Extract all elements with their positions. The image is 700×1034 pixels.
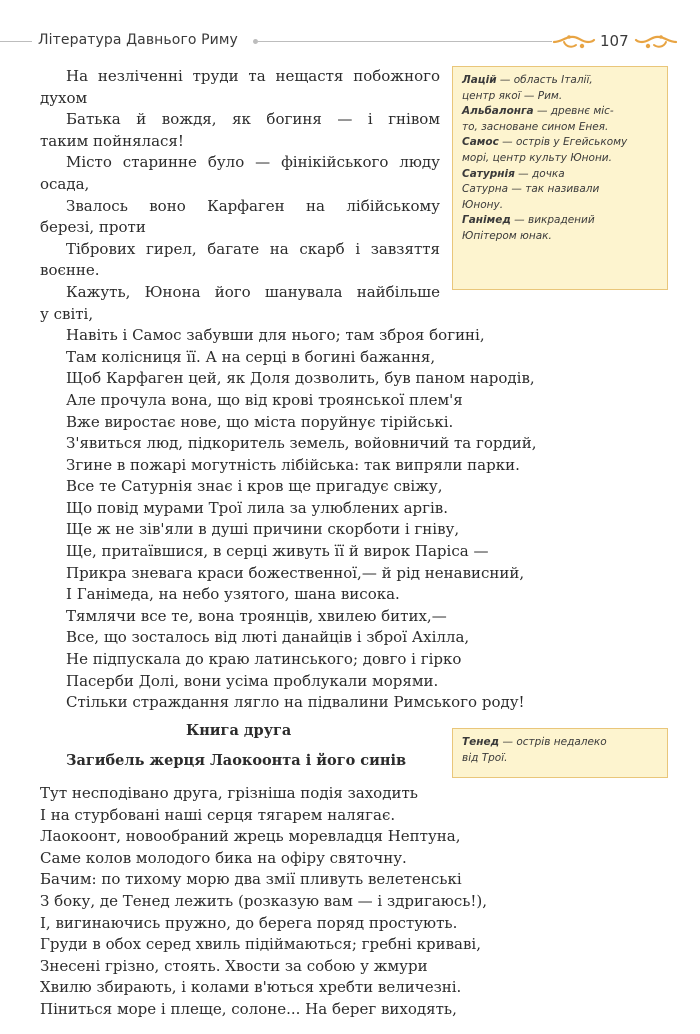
glossary-term: Тенед — [462, 736, 500, 748]
verse-line: На незліченні труди та нещастя побожного — [66, 67, 440, 85]
glossary-definition: — викрадений — [510, 214, 595, 227]
verse-line: у світі, — [40, 304, 94, 323]
glossary-entry-line — [462, 167, 658, 183]
verse-line: Лаокоонт, новообраний жрець моревладця Нептуна, — [40, 827, 461, 846]
verse-line: Все те Сатурнія знає і кров ще пригадує свіжу, — [66, 477, 443, 496]
verse-line: Звалось воно Карфаген на лібійському — [66, 196, 440, 215]
glossary-box-tenedos — [452, 728, 668, 778]
verse-line: Тямлячи все те, вона троянців, хвилею битих,— — [66, 606, 447, 625]
verse-line: Бачим: по тихому морю два змії пливуть велетенські — [40, 870, 462, 889]
glossary-term: Лацій — [462, 74, 497, 86]
ornament-left-icon — [552, 33, 596, 51]
glossary-definition: центр якої — Рим. — [462, 89, 563, 102]
verse-line: Знесені грізно, стоять. Хвости за собою у жмури — [40, 956, 428, 975]
verse-line: Згине в пожарі могутність лібійська: так випряли парки. — [66, 455, 520, 474]
verse-line: Але прочула вона, що від крові троянської плем'я — [66, 390, 463, 409]
verse-line: Там колісниця її. А на серці в богині бажання, — [66, 347, 436, 366]
verse-line: Хвилю збирають, і колами в'ються хребти величезні. — [40, 978, 462, 997]
glossary-entry-line — [462, 135, 658, 151]
glossary-entry-line — [462, 120, 658, 136]
verse-line: Не підпускала до краю латинського; довго і гірко — [66, 650, 462, 669]
verse-line: Тібрових гирел, багате на скарб і завзяття — [66, 239, 440, 258]
verse-line: Вже виростає нове, що міста поруйнує тірійські. — [66, 412, 454, 431]
verse-line: Тут несподівано друга, грізніша подія заходить — [40, 784, 418, 802]
verse-line: Кажуть, Юнона його шанувала найбільше — [66, 282, 440, 301]
glossary-definition: Юнону. — [462, 198, 504, 211]
verse-line: Місто старинне було — фінікійського люду — [66, 153, 440, 172]
glossary-term: Ганімед — [462, 214, 511, 227]
header-rule-left — [0, 41, 32, 42]
glossary-definition: — древнє міс- — [533, 105, 614, 118]
glossary-entry-line — [462, 735, 658, 751]
verse-line: З'явиться люд, підкоритель земель, войовничий та гордий, — [66, 434, 537, 453]
ornament-right-icon — [634, 33, 678, 51]
glossary-entry-line — [462, 89, 658, 105]
verse-line: Пасерби Долі, вони усіма проблукали морями. — [66, 671, 439, 690]
verse-line: Все, що зосталось від люті данайців і зброї Ахілла, — [66, 628, 470, 647]
verse-line: З боку, де Тенед лежить (розказую вам — і здригаюсь!), — [40, 891, 488, 910]
verse-line: І Ганімеда, на небо узятого, шана висока. — [66, 585, 400, 604]
verse-line: Батька й вождя, як богиня — і гнівом — [66, 110, 440, 129]
glossary-entry-line — [462, 182, 658, 198]
verse-line: осада, — [40, 174, 90, 193]
verse-line: Навіть і Самос забувши для нього; там зброя богині, — [66, 326, 485, 345]
verse-line: Ще ж не зів'яли в душі причини скорботи і гніву, — [66, 520, 460, 539]
glossary-entry-line — [462, 151, 658, 167]
verse-line: І на стурбовані наші серця тягарем налягає. — [40, 805, 396, 824]
glossary-term: Сатурнія — [462, 167, 515, 180]
glossary-box-names — [452, 66, 668, 290]
glossary-entry-line — [462, 73, 658, 89]
glossary-definition: — острів у Егейському — [498, 136, 628, 149]
header-rule-middle — [258, 41, 552, 42]
verse-line: Прикра зневага краси божественної,— й рід ненависний, — [66, 563, 525, 582]
glossary-definition: від Трої. — [462, 751, 508, 764]
glossary-entry-line — [462, 229, 658, 245]
verse-line: Стільки страждання лягло на підвалини Римського роду! — [66, 693, 525, 712]
glossary-term: Самос — [462, 136, 499, 149]
running-header — [0, 30, 700, 54]
glossary-definition: — дочка — [514, 167, 565, 180]
glossary-definition: — острів недалеко — [499, 736, 607, 748]
verse-line: Груди в обох серед хвиль підіймаються; гребні криваві, — [40, 935, 481, 954]
glossary-definition: Сатурна — так називали — [462, 183, 600, 196]
poem-excerpt-book-two — [40, 783, 510, 1021]
verse-line: Щоб Карфаген цей, як Доля дозволить, був паном народів, — [66, 369, 535, 388]
verse-line: березі, проти — [40, 218, 146, 237]
glossary-entry-line — [462, 104, 658, 120]
verse-line: І, вигинаючись пружно, до берега поряд простують. — [40, 913, 458, 932]
glossary-entry-line — [462, 751, 658, 767]
glossary-entry-line — [462, 213, 658, 229]
running-header-title: Література Давнього Риму — [38, 32, 238, 48]
verse-line: таким пойнялася! — [40, 131, 184, 150]
page-number: 107 — [600, 32, 629, 50]
verse-line: Саме колов молодого бика на офіру святочну. — [40, 848, 407, 867]
verse-line: воєнне. — [40, 261, 100, 280]
glossary-term: Альбалонга — [462, 105, 534, 118]
glossary-entry-line — [462, 198, 658, 214]
book-title: Книга друга — [186, 722, 292, 739]
glossary-definition: Юпітером юнак. — [462, 229, 552, 242]
glossary-definition: морі, центр культу Юнони. — [462, 151, 612, 164]
chapter-title: Загибель жерця Лаокоонта і його синів — [66, 752, 407, 769]
glossary-definition: — область Італії, — [496, 74, 593, 86]
verse-line: Ще, притаївшися, в серці живуть її й вирок Паріса — — [66, 542, 489, 561]
verse-line: Що повід мурами Трої лила за улюблених аргів. — [66, 498, 449, 517]
verse-line: Піниться море і плеще, солоне... На берег виходять, — [40, 999, 457, 1018]
glossary-definition: то, засноване сином Енея. — [462, 120, 609, 133]
verse-line: духом — [40, 88, 88, 107]
